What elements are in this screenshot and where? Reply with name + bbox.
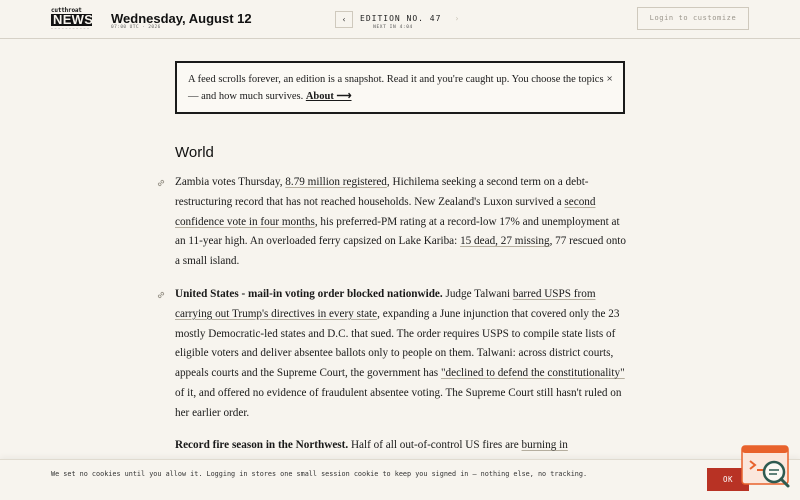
- login-button[interactable]: Login to customize: [637, 7, 749, 30]
- site-logo[interactable]: [51, 8, 93, 32]
- story-text: , Hichilema seeking a second term on a debt-restructuring record that has not reached households. New Zealand's Luxon survived a: [175, 176, 589, 208]
- story-paragraph: [175, 436, 627, 456]
- story-text: Judge Talwani: [442, 288, 513, 300]
- section-title: World: [175, 144, 214, 161]
- notice-text: A feed scrolls forever, an edition is a snapshot. Read it and you're caught up. You choose the topics — and how much survives.: [188, 74, 604, 102]
- about-link[interactable]: About ⟶: [305, 91, 352, 102]
- cookie-banner: [0, 459, 800, 500]
- logo-tagline: — — — — — — — — — — —: [51, 26, 89, 30]
- cookie-ok-button[interactable]: OK: [707, 468, 749, 491]
- logo-big-text: NEWS: [53, 12, 94, 27]
- story-link[interactable]: burning in: [521, 439, 568, 451]
- story-text: Zambia votes Thursday,: [175, 176, 286, 188]
- link-icon[interactable]: [156, 178, 166, 188]
- link-icon[interactable]: [156, 290, 166, 300]
- next-edition-button[interactable]: ›: [455, 14, 459, 23]
- story-paragraph: [175, 285, 627, 424]
- close-notice-button[interactable]: ×: [606, 74, 613, 83]
- edition-date: Wednesday, August 12: [111, 11, 252, 26]
- story-headline: Record fire season in the Northwest.: [175, 439, 349, 451]
- story-link[interactable]: barred USPS from carrying out Trump's directives in every state: [175, 288, 596, 320]
- next-edition-countdown: NEXT IN 4:04: [373, 25, 413, 30]
- cookie-text: We set no cookies until you allow it. Logging in stores one small session cookie to keep you signed in — nothing else, no tracking.: [51, 470, 588, 478]
- story-link[interactable]: 8.79 million registered: [285, 176, 387, 188]
- story-text: , 77 rescued onto a small island.: [175, 235, 626, 268]
- previous-edition-button[interactable]: ‹: [335, 11, 353, 28]
- story-text: , his preferred-PM rating at a record-low 17% and unemployment at an 11-year high. An overloaded ferry capsized on Lake Kariba:: [175, 215, 620, 248]
- story-paragraph: [175, 173, 627, 272]
- story-text: Half of all out-of-control US fires are: [348, 439, 522, 451]
- story-headline: United States - mail-in voting order blocked nationwide.: [175, 288, 443, 300]
- story-link[interactable]: "declined to defend the constitutionality": [440, 367, 625, 380]
- story-text: , expanding a June injunction that covered only the 23 mostly Democratic-led states and D.C. that sued. The order requires USPS to compile state lists of eligible voters and deliver absentee ballots only to people on them. Talwani: across district courts, appeals courts and the Supreme Court, the government has: [175, 307, 620, 380]
- edition-number: EDITION NO. 47: [360, 14, 442, 23]
- top-bar: [0, 0, 800, 39]
- story-link[interactable]: 15 dead, 27 missing: [460, 235, 550, 248]
- story-text: of it, and offered no evidence of fraudulent absentee voting. The Supreme Court still hasn't ruled on her earlier order.: [175, 386, 622, 419]
- story-link[interactable]: second confidence vote in four months: [175, 195, 596, 228]
- search-chat-widget-icon[interactable]: [740, 444, 792, 492]
- intro-notice: [175, 61, 625, 114]
- logo-small-text: cutthroat: [51, 7, 82, 14]
- edition-time: 07:00 UTC · 2026: [111, 25, 161, 30]
